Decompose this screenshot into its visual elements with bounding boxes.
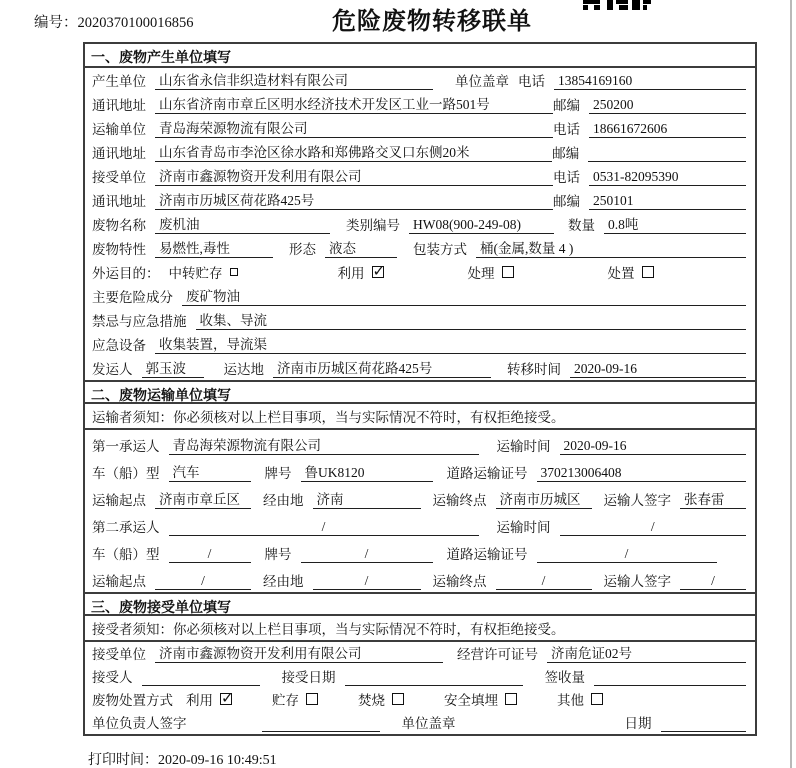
hazard-value: 废矿物油 [182,285,746,306]
transfer-time-label: 转移时间 [507,362,561,377]
checkbox-treat[interactable] [502,266,514,278]
row-responsible-sign [85,711,755,734]
pack-value: 桶(金属,数量 4 ) [476,237,746,258]
row-transporter [85,116,755,140]
scan-edge-line [790,0,792,768]
operate-license-value: 济南危证02号 [547,642,746,663]
row-transporter-address [85,140,755,164]
producer-zip: 250200 [589,97,746,114]
responsible-sign-value [262,715,380,732]
row-receive-notice [85,616,755,642]
equipment-label: 应急设备 [92,338,146,353]
notice-text: 你必须核对以上栏目事项，当与实际情况不符时，有权拒绝接受。 [173,410,565,425]
checkbox-label: 焚烧 [358,693,385,708]
route1-end: 济南市历城区 [496,488,592,509]
pack-label: 包装方式 [413,242,467,257]
row-receive-unit [85,642,755,665]
checkbox-dispose[interactable] [642,266,654,278]
hazard-label: 主要危险成分 [92,290,173,305]
section1-header: 一、废物产生单位填写 [85,44,755,68]
row-carrier1 [85,430,755,457]
row-accept [85,665,755,688]
checkbox-disposal-store[interactable] [306,693,318,705]
notice-text: 你必须核对以上栏目事项，当与实际情况不符时，有权拒绝接受。 [173,622,565,637]
route2-sign: / [680,573,746,590]
carrier1-time: 2020-09-16 [560,438,747,455]
receive-unit-label: 接受单位 [92,647,146,662]
section3-header: 三、废物接受单位填写 [85,592,755,616]
producer-address: 山东省济南市章丘区明水经济技术开发区工业一路501号 [155,93,553,114]
disposal-option-store [272,689,318,709]
carrier2-time: / [560,519,747,536]
road-license-label: 道路运输证号 [446,547,528,562]
checkbox-label: 贮存 [272,693,299,708]
purpose-option-dispose [608,262,654,282]
transporter-label: 运输单位 [92,122,146,137]
receipt-qty-label: 签收量 [544,670,585,685]
waste-code-label: 类别编号 [346,218,400,233]
transport-time-label: 运输时间 [496,520,551,535]
checkbox-label: 处置 [607,266,635,281]
disposal-option-utilize [186,689,232,709]
route-start-label: 运输起点 [92,574,146,589]
doc-number-value: 2020370100016856 [77,15,194,31]
accept-date-label: 接受日期 [281,670,336,685]
vehicle1-license: 370213006408 [537,465,747,482]
transporter-zip [588,145,746,162]
form-label: 形态 [289,242,316,257]
waste-name: 废机油 [155,213,330,234]
accept-date-value [345,669,523,686]
transfer-time: 2020-09-16 [570,361,746,378]
checkbox-label: 中转贮存 [168,266,223,281]
route-via-label: 经由地 [263,493,304,508]
traits-label: 废物特性 [92,242,146,257]
checkbox-label: 处理 [467,266,495,281]
route2-via: / [313,573,421,590]
address-label: 通讯地址 [92,98,146,113]
vehicle2-plate: / [301,546,433,563]
receipt-qty-value [594,669,746,686]
row-hazard [85,284,755,308]
checkbox-label: 其他 [557,693,584,708]
vehicle-type-label: 车（船）型 [92,466,160,481]
route-via-label: 经由地 [263,574,304,589]
waste-code: HW08(900-249-08) [409,217,554,234]
print-time-label: 打印时间： [88,753,158,768]
row-transport-notice [85,404,755,430]
responsible-sign-label: 单位负责人签字 [92,716,187,731]
seal-date-label: 日期 [624,716,652,731]
producer-phone: 13854169160 [554,73,746,90]
purpose-option-utilize [338,262,384,282]
section-transport [85,380,755,592]
section-producer [85,44,755,380]
disposal-option-other [557,689,603,709]
purpose-option-transfer-storage [169,262,238,282]
checkbox-disposal-other[interactable] [591,693,603,705]
route2-end: / [496,573,592,590]
disposal-option-landfill [444,689,517,709]
address-label: 通讯地址 [92,146,146,161]
route-end-label: 运输终点 [432,493,487,508]
print-time-value: 2020-09-16 10:49:51 [158,753,277,768]
transporter-value: 青岛海荣源物流有限公司 [155,117,553,138]
doc-number [34,11,194,32]
dest-label: 运达地 [223,362,264,377]
dest-value: 济南市历城区荷花路425号 [273,357,491,378]
checkbox-disposal-utilize[interactable] [220,693,232,705]
waste-qty: 0.8吨 [604,213,746,234]
phone-label: 电话 [553,170,580,185]
waste-name-label: 废物名称 [92,218,146,233]
row-producer [85,68,755,92]
row-vehicle1 [85,457,755,484]
form-value: 液态 [325,237,397,258]
phone-label: 电话 [553,122,580,137]
receiver-label: 接受单位 [92,170,146,185]
transporter-phone: 18661672606 [589,121,746,138]
vehicle2-type: / [169,546,251,563]
row-purpose [85,260,755,284]
measures-label: 禁忌与应急措施 [92,314,187,329]
row-equipment [85,332,755,356]
producer-value: 山东省永信非织造材料有限公司 [155,69,433,90]
plate-label: 牌号 [264,547,292,562]
purpose-option-treat [468,262,514,282]
seal-date-value [661,715,747,732]
zip-label: 邮编 [552,146,580,161]
carrier-sign-label: 运输人签字 [603,493,671,508]
row-vehicle2 [85,538,755,565]
row-measures [85,308,755,332]
row-route2 [85,565,755,592]
phone-label: 电话 [518,74,545,89]
carrier2-label: 第二承运人 [92,520,160,535]
notice-label: 接受者须知： [92,622,173,637]
measures-value: 收集、导流 [196,309,747,330]
disposal-option-incinerate [358,689,404,709]
receiver-phone: 0531-82095390 [589,169,746,186]
checkbox-disposal-landfill[interactable] [505,693,517,705]
zip-label: 邮编 [553,98,580,113]
qr-code-fragment [583,0,651,11]
page-title: 危险废物转移联单 [332,9,532,35]
route-start-label: 运输起点 [92,493,146,508]
row-disposal-method [85,688,755,711]
receiver-address: 济南市历城区荷花路425号 [155,189,553,210]
purpose-label: 外运目的： [92,266,160,281]
accept-person-value [142,669,260,686]
vehicle2-license: / [537,546,717,563]
vehicle1-type: 汽车 [169,461,251,482]
section2-header: 二、废物运输单位填写 [85,380,755,404]
receiver-zip: 250101 [589,193,746,210]
sender-value: 郭玉波 [142,357,204,378]
vehicle-type-label: 车（船）型 [92,547,160,562]
traits-value: 易燃性,毒性 [155,237,273,258]
row-route1 [85,484,755,511]
carrier1-value: 青岛海荣源物流有限公司 [169,434,479,455]
operate-license-label: 经营许可证号 [457,647,538,662]
checkbox-transfer-storage[interactable] [230,268,238,276]
transport-time-label: 运输时间 [496,439,551,454]
carrier2-value: / [169,519,479,536]
accept-person-label: 接受人 [92,670,133,685]
checkbox-label: 利用 [337,266,365,281]
row-receiver-address [85,188,755,212]
waste-qty-label: 数量 [568,218,595,233]
route-end-label: 运输终点 [432,574,487,589]
row-waste-traits [85,236,755,260]
row-receiver [85,164,755,188]
checkbox-label: 利用 [186,693,213,708]
vehicle1-plate: 鲁UK8120 [301,461,433,482]
producer-label: 产生单位 [92,74,146,89]
checkbox-utilize[interactable] [372,266,384,278]
disposal-label: 废物处置方式 [92,693,173,708]
sender-label: 发运人 [92,362,133,377]
route1-via: 济南 [313,488,421,509]
row-waste-name [85,212,755,236]
carrier1-label: 第一承运人 [92,439,160,454]
route1-sign: 张春雷 [680,488,746,509]
row-dispatch [85,356,755,380]
row-carrier2 [85,511,755,538]
address-label: 通讯地址 [92,194,146,209]
route1-start: 济南市章丘区 [155,488,251,509]
row-producer-address [85,92,755,116]
plate-label: 牌号 [264,466,292,481]
print-time [88,749,277,768]
doc-number-label: 编号： [34,15,78,31]
section-receive [85,592,755,734]
carrier-sign-label: 运输人签字 [603,574,671,589]
notice-label: 运输者须知： [92,410,173,425]
manifest-form [83,42,757,736]
zip-label: 邮编 [553,194,580,209]
receive-unit-value: 济南市鑫源物资开发利用有限公司 [155,642,443,663]
road-license-label: 道路运输证号 [446,466,528,481]
seal-label: 单位盖章 [455,74,509,89]
checkbox-label: 安全填埋 [444,693,498,708]
route2-start: / [155,573,251,590]
unit-seal-label: 单位盖章 [401,716,456,731]
equipment-value: 收集装置，导流渠 [155,333,746,354]
transporter-address: 山东省青岛市李沧区徐水路和郑佛路交叉口东侧20米 [155,141,552,162]
checkbox-disposal-incinerate[interactable] [392,693,404,705]
receiver-value: 济南市鑫源物资开发利用有限公司 [155,165,553,186]
